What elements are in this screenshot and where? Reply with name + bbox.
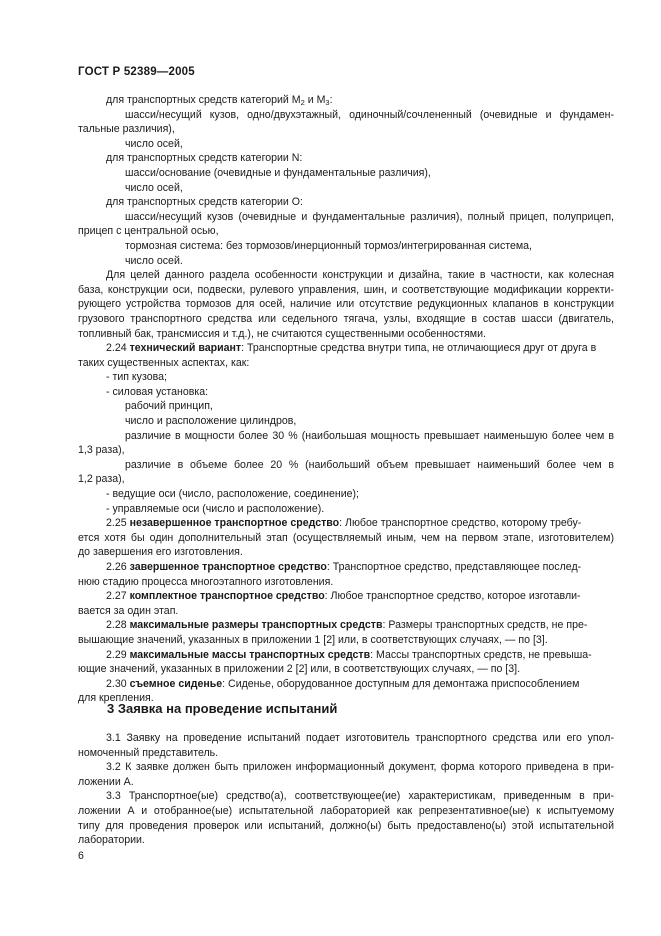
text-line: число и расположение цилиндров, — [125, 415, 297, 428]
text-line: Для целей данного раздела особенности конструкции и дизайна, такие в частности, как колесная — [106, 269, 614, 282]
text-line: ложении А. — [78, 775, 134, 788]
text-line: рабочий принцип, — [125, 400, 213, 413]
term: максимальные размеры транспортных средств — [129, 619, 383, 632]
text-line: шасси/несущий кузов (очевидные и фундаментальные различия), полный прицеп, полуприцеп, — [125, 210, 614, 223]
text-line: число осей. — [125, 254, 183, 267]
text-line: 3.3 Транспортное(ые) средство(а), соответствующее(ие) характеристикам, приведенным в при- — [106, 790, 614, 803]
text-line: вается за один этап. — [78, 604, 179, 617]
text-line: таких существенных аспектах, как: — [78, 356, 250, 369]
document-body — [78, 93, 614, 706]
term: незавершенное транспортное средство — [129, 517, 340, 530]
term-line: 2.27 комплектное транспортное средство: Любое транспортное средство, которое изготавли- — [106, 590, 581, 603]
term-line: 2.26 завершенное транспортное средство: Транспортное средство, представляющее послед- — [106, 561, 582, 573]
text-line: тальные различия), — [78, 123, 175, 136]
term-line: 2.24 технический вариант: Транспортные средства внутри типа, не отличающиеся друг от друга в — [106, 342, 597, 355]
text-line: ющие значений, указанных в приложении 2 [2] или, в соответствующих случаях, — по [3]. — [78, 663, 521, 676]
text-line: до завершения его изготовления. — [78, 546, 243, 559]
text-line: тормозная система: без тормозов/инерционный тормоз/интегрированная система, — [125, 239, 532, 252]
text-line: база, конструкции оси, подвески, рулевого управления, шин, и соответствующие модификации корректи- — [78, 283, 614, 296]
text-line: 1,2 раза), — [78, 473, 125, 486]
text-line: для транспортных средств категорий $M_2$ и $M_3$: — [106, 94, 333, 107]
text-line: число осей, — [125, 181, 183, 194]
text-line: типу для проведения проверок или испытаний, должно(ы) быть предоставлено(ы) этой испытательной — [78, 819, 614, 832]
text-line: шасси/несущий кузов, одно/двухэтажный, одиночный/сочлененный (очевидные и фундамен- — [125, 108, 614, 121]
text-line: для крепления. — [78, 692, 154, 705]
text-line: топливный бак, трансмиссия и т.д.), не считаются существенными особенностями. — [78, 327, 486, 340]
list-item: - силовая установка: — [106, 385, 209, 398]
text-line: нюю стадию процесса многоэтапного изготовления. — [78, 575, 334, 588]
text-line: 3.1 Заявку на проведение испытаний подает изготовитель транспортного средства или его упол- — [106, 732, 614, 744]
page-header: ГОСТ Р 52389—2005 — [78, 66, 195, 78]
term-line: 2.29 максимальные массы транспортных средств: Массы транспортных средств, не превыша- — [106, 648, 592, 661]
list-item: - ведущие оси (число, расположение, соединение); — [106, 488, 359, 501]
text-line: рующего устройства тормозов для осей, наличие или отсутствие редукционных клапанов в конструкции — [78, 298, 614, 311]
term-line: 2.30 съемное сиденье: Сиденье, оборудованное доступным для демонтажа приспособлением — [106, 677, 580, 690]
list-item: - тип кузова; — [106, 371, 167, 384]
text-line: 3.2 К заявке должен быть приложен информационный документ, форма которого приведена в при- — [106, 761, 614, 774]
text-line: различие в мощности более 30 % (наибольшая мощность превышает наименьшую более чем в — [125, 429, 614, 442]
text-line: грузового транспортного средства или седельного тягача, узлы, входящие в состав шасси (двигатель, — [78, 312, 614, 325]
text-line: шасси/основание (очевидные и фундаментальные различия), — [125, 166, 431, 179]
text-line: число осей, — [125, 137, 183, 150]
text-line: лаборатории. — [78, 834, 145, 847]
term: завершенное транспортное средство — [129, 561, 327, 573]
term-line: 2.28 максимальные размеры транспортных средств: Размеры транспортных средств, не пре- — [106, 619, 588, 632]
text-line: для транспортных средств категории N: — [106, 152, 303, 165]
text-line: ложении А и отобранное(ые) испытательной лабораторией как репрезентативное(ые) к испытуемому — [78, 804, 614, 817]
text-line: различие в объеме более 20 % (наибольший объем превышает наименьший более чем в — [125, 458, 614, 471]
text-line: прицеп с центральной осью, — [78, 225, 219, 238]
term: максимальные массы транспортных средств — [129, 648, 371, 661]
term: съемное сиденье — [129, 677, 223, 690]
term-line: 2.25 незавершенное транспортное средство: Любое транспортное средство, которому требу- — [106, 517, 582, 530]
text-line: номоченный представитель. — [78, 746, 219, 759]
section-body — [78, 731, 614, 848]
section-heading: 3 Заявка на проведение испытаний — [107, 701, 338, 716]
page-number: 6 — [78, 850, 84, 862]
term: технический вариант — [129, 342, 242, 355]
text-line: 1,3 раза), — [78, 444, 125, 457]
term: комплектное транспортное средство — [129, 590, 325, 603]
list-item: - управляемые оси (число и расположение). — [106, 502, 325, 515]
text-line: для транспортных средств категории O: — [106, 196, 303, 209]
text-line: ется хотя бы один дополнительный этап (осуществляемый иным, чем на первом этапе, изготовителем) — [78, 531, 614, 544]
text-line: вышающие значений, указанных в приложении 1 [2] или, в соответствующих случаях, — по [3]. — [78, 633, 548, 646]
